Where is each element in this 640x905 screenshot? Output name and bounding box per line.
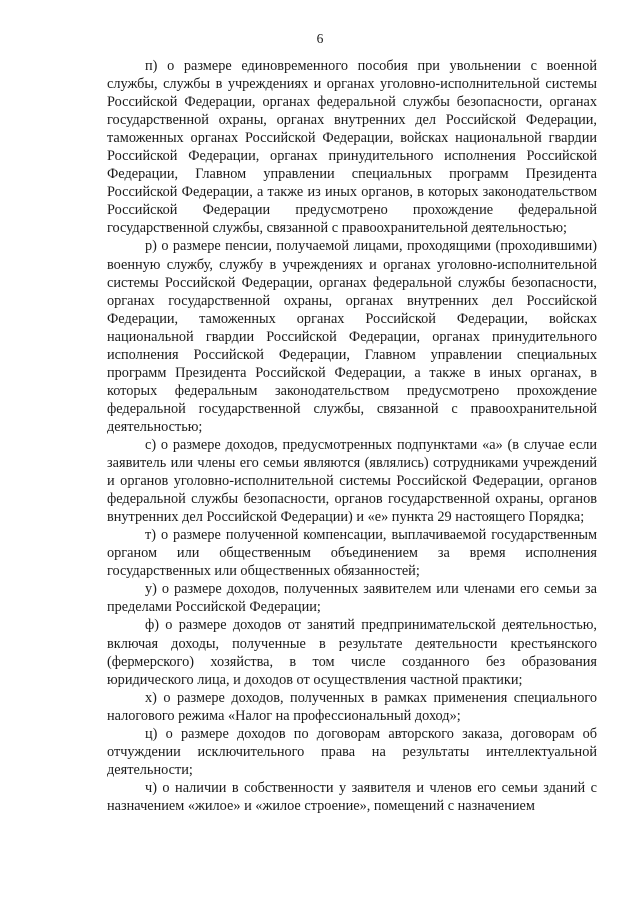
paragraph-item-s: с) о размере доходов, предусмотренных подпунктами «а» (в случае если заявитель или члены его семьи являются (являлись) сотрудниками учреждений и органов уголовно-исполнительной системы Российской Федерации, органов федеральной службы безопасности, органов государственной охраны, органов внутренних дел Российской Федерации) и «е» пункта 29 настоящего Порядка;: [107, 436, 597, 526]
paragraph-item-h: х) о размере доходов, полученных в рамках применения специального налогового режима «Налог на профессиональный доход»;: [107, 689, 597, 724]
paragraph-item-ch: ч) о наличии в собственности у заявителя и членов его семьи зданий с назначением «жилое» и «жилое строение», помещений с назначением: [107, 779, 597, 814]
paragraph-item-ts: ц) о размере доходов по договорам авторского заказа, договорам об отчуждении исключительного права на результаты интеллектуальной деятельности;: [107, 725, 597, 778]
paragraph-item-u: у) о размере доходов, полученных заявителем или членами его семьи за пределами Российской Федерации;: [107, 581, 597, 616]
document-body: [107, 57, 597, 815]
paragraph-item-f: ф) о размере доходов от занятий предпринимательской деятельностью, включая доходы, полученные в результате деятельности крестьянского (фермерского) хозяйства, в том числе созданного без образования юридического лица, и доходов от осуществления частной практики;: [107, 617, 597, 688]
paragraph-item-r: р) о размере пенсии, получаемой лицами, проходящими (проходившими) военную службу, службу в учреждениях и органах уголовно-исполнительной системы Российской Федерации, органах федеральной службы безопасности, органах государственной охраны, органах внутренних дел Российской Федерации, таможенных органах Российской Федерации, войсках национальной гвардии Российской Федерации, органах принудительного исполнения Российской Федерации, Главном управлении специальных программ Президента Российской Федерации, а также в иных органах, в которых федеральным законодательством предусмотрено прохождение федеральной государственной службы, связанной с правоохранительной деятельностью;: [107, 238, 597, 435]
paragraph-item-t: т) о размере полученной компенсации, выплачиваемой государственным органом или общественным объединением за время исполнения государственных или общественных обязанностей;: [107, 527, 597, 580]
page-number: 6: [316, 31, 324, 46]
paragraph-item-p: п) о размере единовременного пособия при увольнении с военной службы, службы в учреждениях и органах уголовно-исполнительной системы Российской Федерации, органах федеральной службы безопасности, органах государственной охраны, органах внутренних дел Российской Федерации, таможенных органах Российской Федерации, войсках национальной гвардии Российской Федерации, органах принудительного исполнения Российской Федерации, Главном управлении специальных программ Президента Российской Федерации, а также из иных органов, в которых законодательством Российской Федерации предусмотрено прохождение федеральной государственной службы, связанной с правоохранительной деятельностью;: [107, 58, 597, 237]
